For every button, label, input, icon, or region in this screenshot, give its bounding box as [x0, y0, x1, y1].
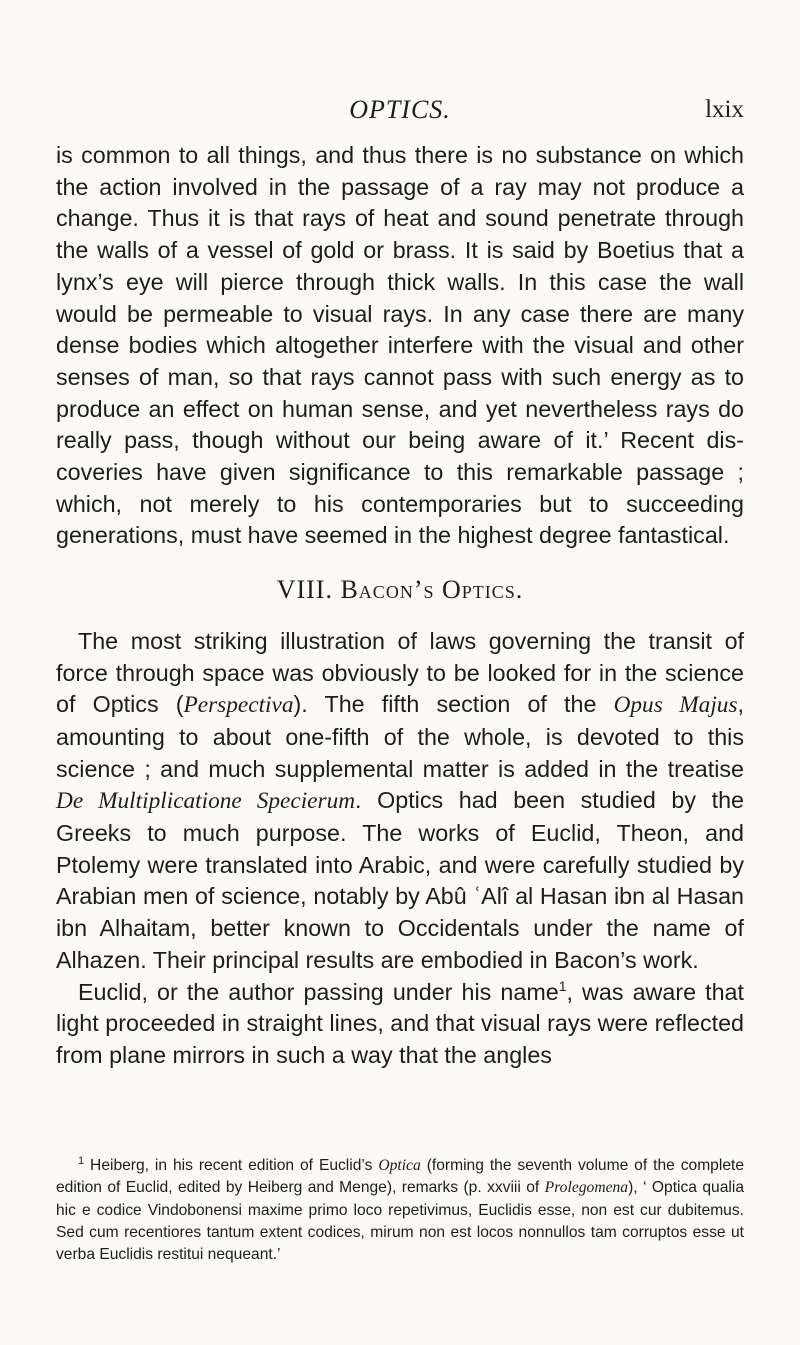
italic-title: Prolegomena: [544, 1179, 629, 1197]
paragraph-text: . Optics had been studied by the Greeks to much purpose. The works of Euclid, Theon, and Ptolemy were translated into Arabic, and were carefully studied by Arabian men of science, notably by Abû ʿAlî al Hasan ibn al Hasan ibn Alhaitam, better known to Occidentals under the name of Alhazen. Their principal results are embodied in Bacon’s work.: [56, 787, 744, 973]
paragraph-text: , amounting to about one-fifth of the whole, is devoted to this science ; and much supplemental matter is added in the treatise: [56, 691, 744, 782]
italic-title: De Multiplicatione Specierum: [56, 788, 356, 815]
section-heading: VIII. Bacon’s Optics.: [276, 575, 524, 605]
italic-title: Opus Majus: [613, 692, 738, 719]
footnote-text: (forming the seventh volume of the complete edition of Euclid, edited by Heiberg and Menge), remarks (p. xxviii of: [56, 1157, 744, 1197]
page-number: lxix: [705, 96, 744, 123]
paragraph-text: The most striking illustration of laws governing the transit of force through space was obviously to be looked for in the science of Optics (: [56, 627, 744, 718]
footnote: [56, 1155, 744, 1266]
paragraph-continued: is common to all things, and thus there is no substance on which the action involved in the passage of a ray may not produce a change. Thus it is that rays of heat and sound penetrate through the walls of a vessel of gold or brass. It is said by Boetius that a lynx’s eye will pierce through thick walls. In this case the wall would be permeable to visual rays. In any case there are many dense bodies which altogether interfere with the visual and other senses of man, so that rays cannot pass with such energy as to produce an effect on human sense, and yet nevertheless rays do really pass, though without our being aware of it.’ Recent discoveries have given significance to this remarkable passage ; which, not merely to his contemporaries but to succeeding generations, must have seemed in the highest degree fantastical.: [56, 142, 744, 549]
italic-term: Perspectiva: [183, 692, 294, 719]
footnote-reference: 1: [558, 977, 567, 994]
italic-title: Optica: [378, 1157, 421, 1174]
paragraph-text: , was aware that light proceeded in straight lines, and that visual rays were reflected from plane mirrors in such a way that the angles: [56, 978, 744, 1068]
page-body: [56, 140, 744, 1072]
footnote-text: Heiberg, in his recent edition of Euclid’s: [84, 1157, 379, 1174]
paragraph-optics-intro: [56, 626, 744, 977]
page-header: [56, 95, 744, 135]
running-title: OPTICS.: [349, 95, 451, 124]
footnote-text: ), ‘ Optica qualia hic e codice Vindobonensi maxime primo loco repetivimus, Euclidis esse, non est cur dubitemus. Sed cum recentiores tantum extent codices, mirum non est locos nonnullos tam corruptos esse ut verba Euclidis restitui nequeant.’: [56, 1179, 744, 1264]
paragraph-text: Euclid, or the author passing under his name: [78, 978, 559, 1005]
paragraph-text: ). The fifth section of the: [293, 691, 614, 718]
footnote-marker: 1: [78, 1154, 85, 1167]
paragraph-euclid: [56, 977, 744, 1072]
